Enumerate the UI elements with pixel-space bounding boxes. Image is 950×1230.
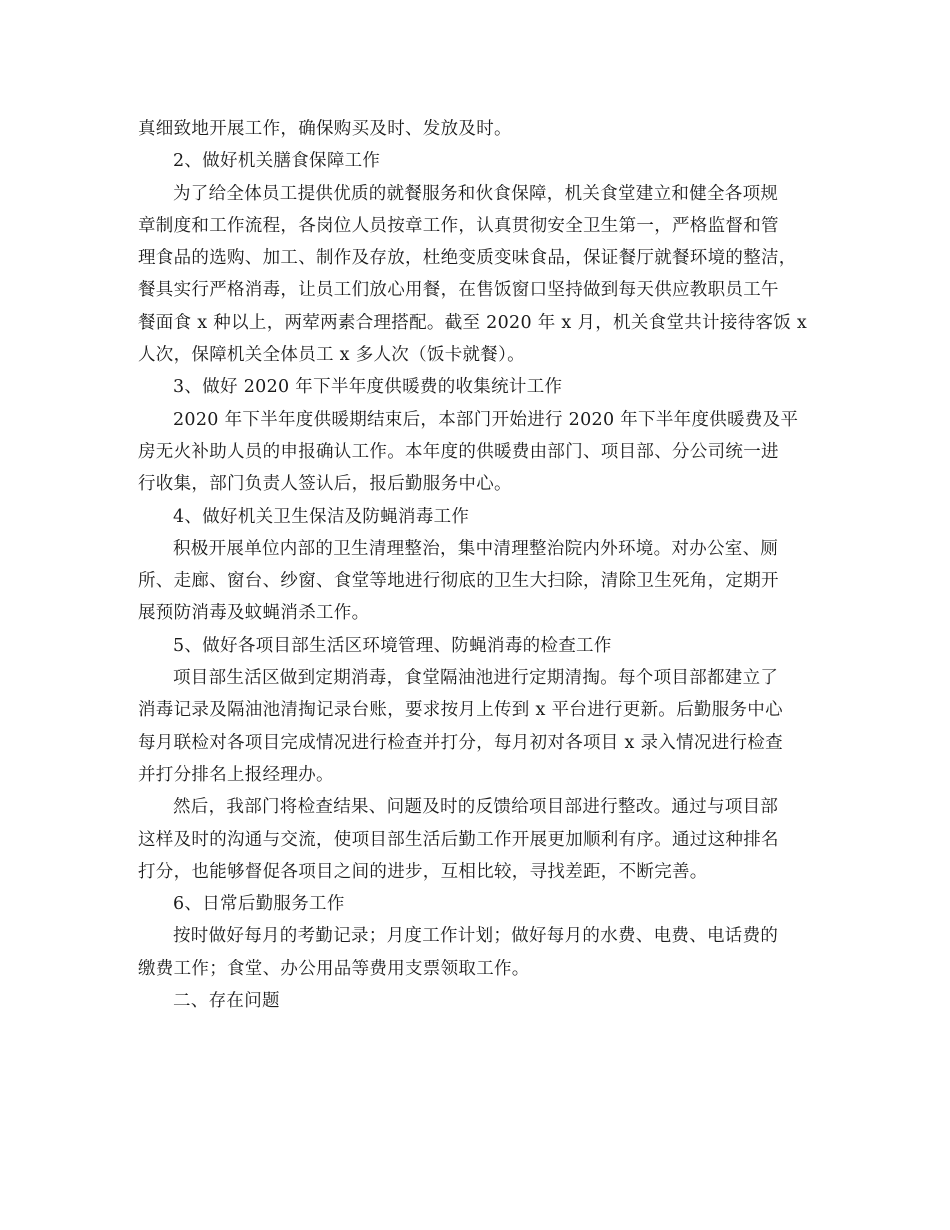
text-line: 积极开展单位内部的卫生清理整治，集中清理整治院内外环境。对办公室、厕 <box>173 538 779 559</box>
text-line: 餐面食 x 种以上，两荤两素合理搭配。截至 2020 年 x 月，机关食堂共计接待客饭 x <box>138 312 808 333</box>
text-line: 所、走廊、窗台、纱窗、食堂等地进行彻底的卫生大扫除，清除卫生死角，定期开 <box>138 571 779 592</box>
text-line: 2020 年下半年度供暖期结束后，本部门开始进行 2020 年下半年度供暖费及平 <box>173 409 799 430</box>
text-line: 项目部生活区做到定期消毒，食堂隔油池进行定期清掏。每个项目部都建立了 <box>173 668 779 689</box>
text-line: 行收集，部门负责人签认后，报后勤服务中心。 <box>138 474 512 495</box>
text-line: 消毒记录及隔油池清掏记录台账，要求按月上传到 x 平台进行更新。后勤服务中心 <box>138 700 783 721</box>
text-line: 然后，我部门将检查结果、问题及时的反馈给项目部进行整改。通过与项目部 <box>173 797 779 818</box>
text-line: 打分，也能够督促各项目之间的进步，互相比较，寻找差距，不断完善。 <box>138 861 708 882</box>
section-heading: 3、做好 2020 年下半年度供暖费的收集统计工作 <box>173 377 563 398</box>
text-line: 章制度和工作流程，各岗位人员按章工作，认真贯彻安全卫生第一，严格监督和管 <box>138 215 779 236</box>
text-line: 房无火补助人员的申报确认工作。本年度的供暖费由部门、项目部、分公司统一进 <box>138 441 779 462</box>
text-line: 为了给全体员工提供优质的就餐服务和伙食保障，机关食堂建立和健全各项规 <box>173 183 779 204</box>
text-line: 餐具实行严格消毒，让员工们放心用餐，在售饭窗口坚持做到每天供应教职员工午 <box>138 280 779 301</box>
text-line: 展预防消毒及蚊蝇消杀工作。 <box>138 603 370 624</box>
text-line: 缴费工作；食堂、办公用品等费用支票领取工作。 <box>138 958 530 979</box>
text-line: 并打分排名上报经理办。 <box>138 764 334 785</box>
section-heading: 二、存在问题 <box>173 991 280 1012</box>
section-heading: 6、日常后勤服务工作 <box>173 894 345 915</box>
text-line: 真细致地开展工作，确保购买及时、发放及时。 <box>138 119 512 139</box>
section-heading: 2、做好机关膳食保障工作 <box>173 151 381 172</box>
text-line: 理食品的选购、加工、制作及存放，杜绝变质变味食品，保证餐厅就餐环境的整洁， <box>138 248 797 269</box>
text-line: 这样及时的沟通与交流，使项目部生活后勤工作开展更加顺利有序。通过这种排名 <box>138 829 779 850</box>
section-heading: 4、做好机关卫生保洁及防蝇消毒工作 <box>173 506 470 527</box>
text-line: 人次，保障机关全体员工 x 多人次（饭卡就餐）。 <box>138 345 525 366</box>
document-body <box>138 113 814 1017</box>
text-line: 每月联检对各项目完成情况进行检查并打分，每月初对各项目 x 录入情况进行检查 <box>138 732 783 753</box>
section-heading: 5、做好各项目部生活区环境管理、防蝇消毒的检查工作 <box>173 635 612 656</box>
text-line: 按时做好每月的考勤记录；月度工作计划；做好每月的水费、电费、电话费的 <box>173 926 779 947</box>
